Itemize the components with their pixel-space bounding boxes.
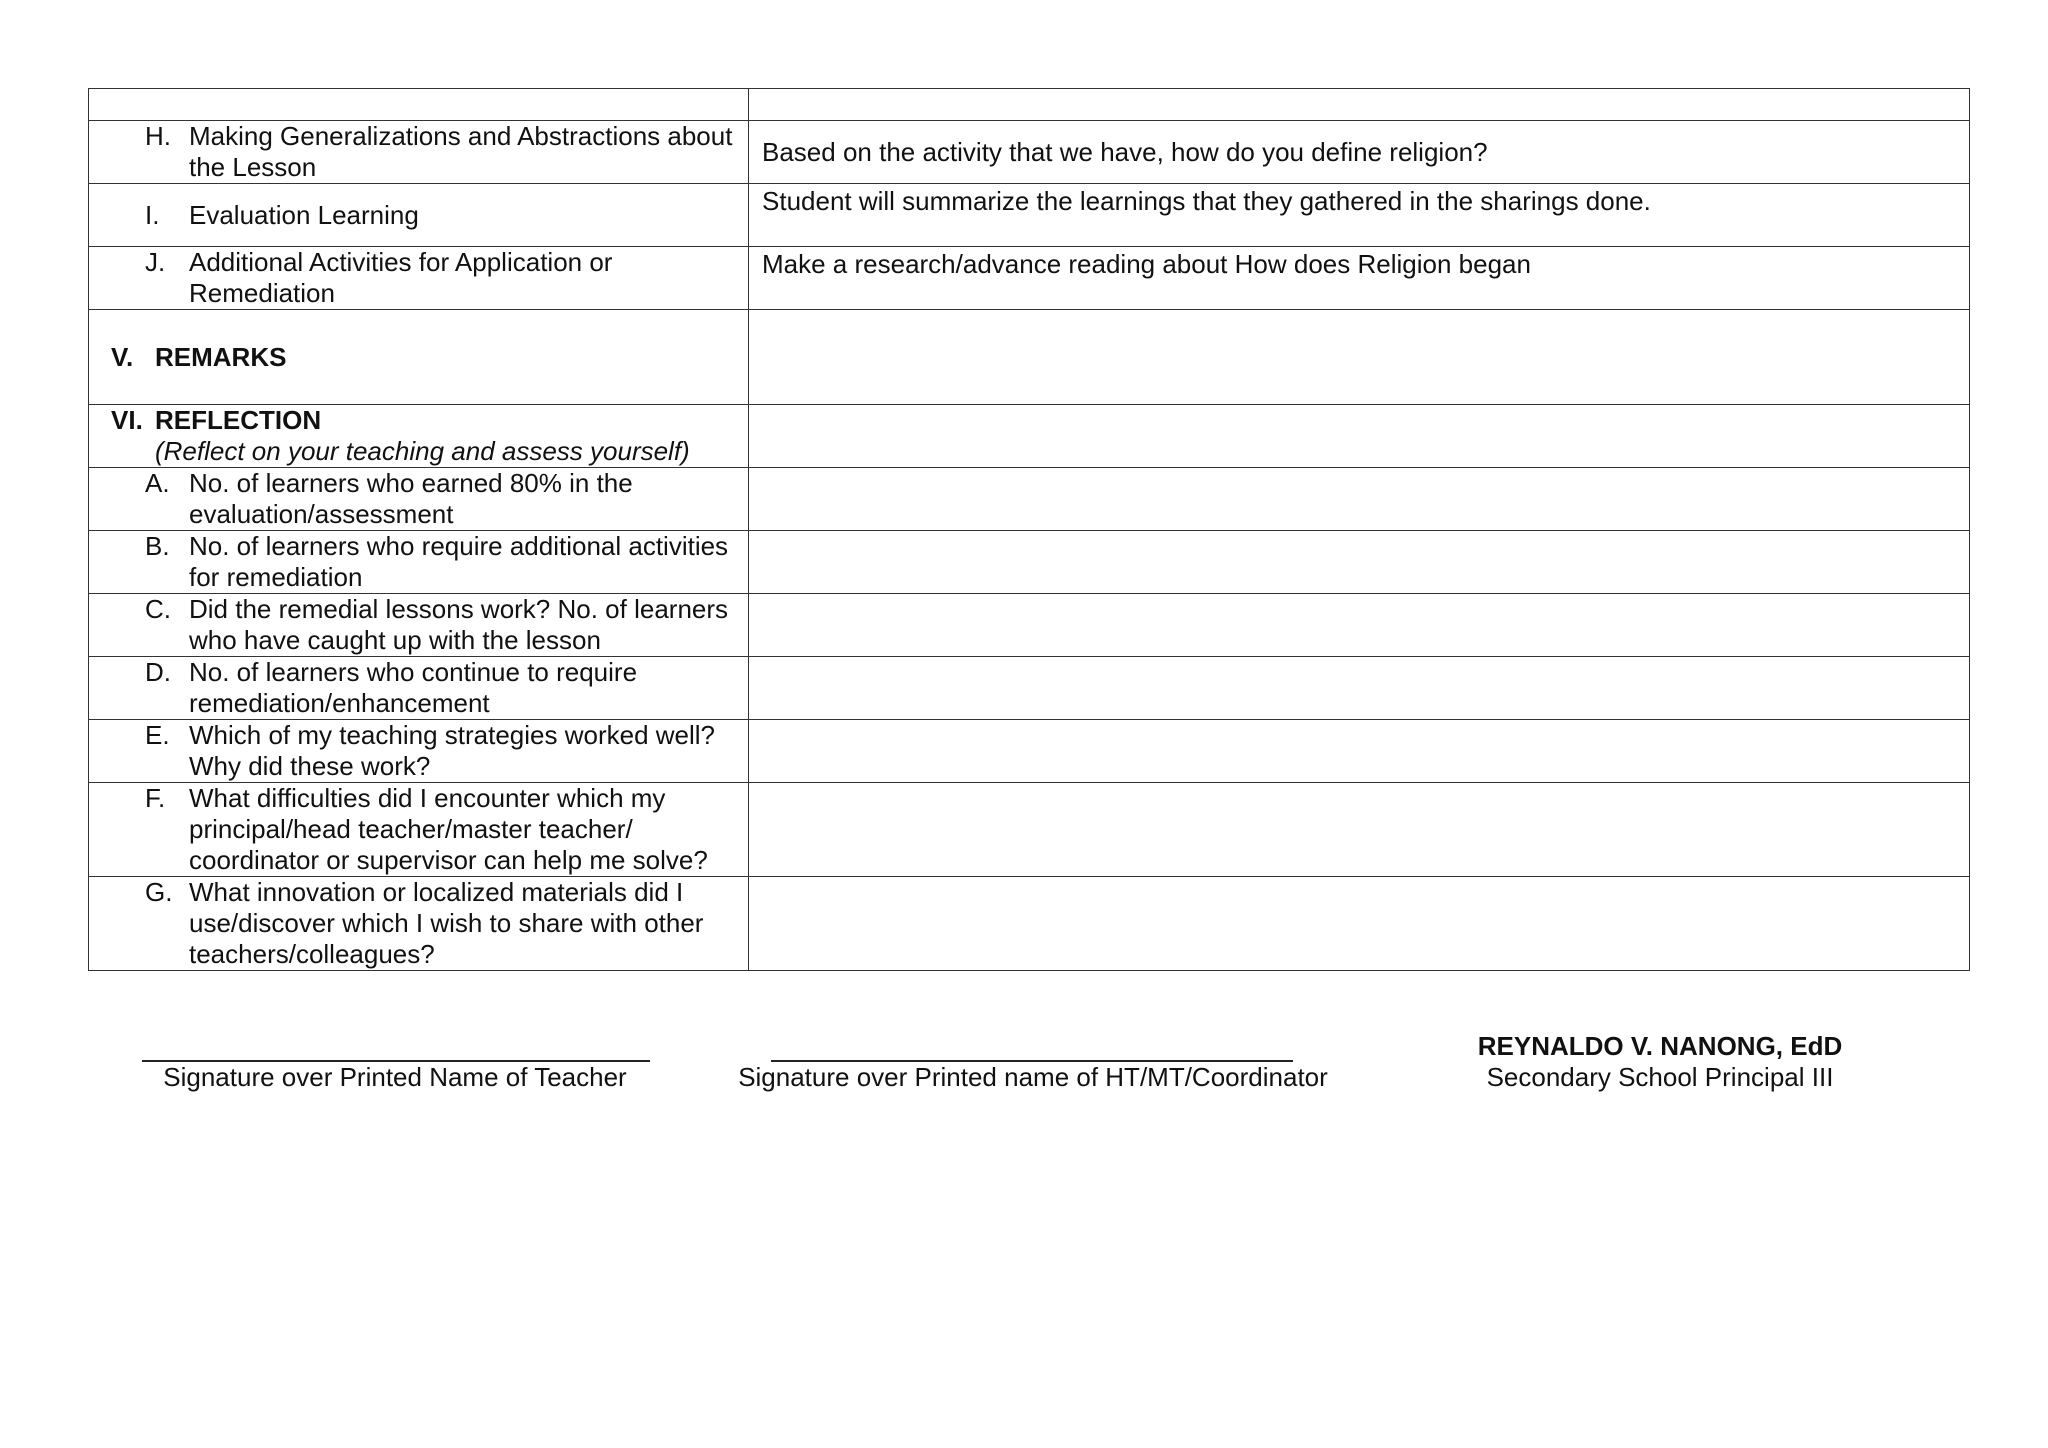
table-row — [89, 720, 1970, 783]
item-letter: E. — [145, 720, 170, 750]
empty-cell — [749, 531, 1970, 594]
lesson-plan-table — [88, 88, 1970, 971]
table-row — [89, 405, 1970, 468]
row-label-cell — [89, 594, 749, 657]
empty-cell — [749, 657, 1970, 720]
table-row — [89, 783, 1970, 877]
item-letter: F. — [145, 783, 166, 813]
section-number: VI. — [111, 405, 143, 435]
item-letter: D. — [145, 657, 171, 687]
item-letter: J. — [145, 247, 166, 277]
row-label-cell — [89, 877, 749, 971]
item-label: What difficulties did I encounter which my principal/head teacher/master teacher/ coordinator or supervisor can help me solve? — [189, 783, 708, 875]
row-content-cell — [749, 121, 1970, 184]
table-row — [89, 184, 1970, 247]
table-row — [89, 121, 1970, 184]
empty-cell — [749, 89, 1970, 121]
section-subtitle: (Reflect on your teaching and assess yourself) — [155, 436, 690, 466]
item-label: Making Generalizations and Abstractions about the Lesson — [189, 121, 733, 182]
table-row — [89, 247, 1970, 310]
empty-cell — [89, 89, 749, 121]
item-label: No. of learners who earned 80% in the evaluation/assessment — [189, 468, 633, 529]
row-content-cell — [749, 184, 1970, 247]
item-label: Which of my teaching strategies worked well? Why did these work? — [189, 720, 716, 781]
row-label-cell — [89, 531, 749, 594]
table-row — [89, 89, 1970, 121]
row-content: Student will summarize the learnings that they gathered in the sharings done. — [762, 186, 1651, 216]
empty-cell — [749, 405, 1970, 468]
item-label: Additional Activities for Application or Remediation — [189, 247, 613, 308]
row-label-cell — [89, 247, 749, 310]
empty-cell — [749, 783, 1970, 877]
section-title: REMARKS — [155, 341, 287, 372]
row-label-cell — [89, 468, 749, 531]
table-row — [89, 657, 1970, 720]
empty-cell — [749, 877, 1970, 971]
coordinator-signature-caption: Signature over Printed name of HT/MT/Coordinator — [738, 1062, 1328, 1092]
table-row — [89, 468, 1970, 531]
row-content: Based on the activity that we have, how do you define religion? — [762, 136, 1488, 167]
row-label-cell — [89, 720, 749, 783]
empty-cell — [749, 594, 1970, 657]
table-row — [89, 310, 1970, 405]
empty-cell — [749, 310, 1970, 405]
item-label: No. of learners who continue to require remediation/enhancement — [189, 657, 638, 718]
empty-cell — [749, 468, 1970, 531]
section-cell — [89, 405, 749, 468]
teacher-signature-caption: Signature over Printed Name of Teacher — [163, 1062, 627, 1092]
principal-name: REYNALDO V. NANONG, EdD — [1477, 1031, 1843, 1061]
item-label: Evaluation Learning — [189, 199, 419, 230]
section-cell — [89, 310, 749, 405]
section-number: V. — [111, 341, 134, 372]
item-letter: H. — [145, 121, 171, 151]
item-label: Did the remedial lessons work? No. of learners who have caught up with the lesson — [189, 594, 729, 655]
item-letter: C. — [145, 594, 171, 624]
row-label-cell — [89, 184, 749, 247]
table-row — [89, 877, 1970, 971]
empty-cell — [749, 720, 1970, 783]
row-label-cell — [89, 121, 749, 184]
row-content: Make a research/advance reading about How does Religion began — [762, 249, 1531, 279]
item-letter: I. — [145, 199, 160, 230]
row-content-cell — [749, 247, 1970, 310]
item-letter: G. — [145, 877, 173, 907]
item-letter: B. — [145, 531, 170, 561]
item-letter: A. — [145, 468, 170, 498]
section-title: REFLECTION — [155, 405, 322, 435]
table-row — [89, 594, 1970, 657]
row-label-cell — [89, 657, 749, 720]
principal-title: Secondary School Principal III — [1486, 1062, 1834, 1092]
table-row — [89, 531, 1970, 594]
item-label: What innovation or localized materials did I use/discover which I wish to share with other teachers/colleagues? — [189, 877, 704, 969]
row-label-cell — [89, 783, 749, 877]
item-label: No. of learners who require additional activities for remediation — [189, 531, 729, 592]
